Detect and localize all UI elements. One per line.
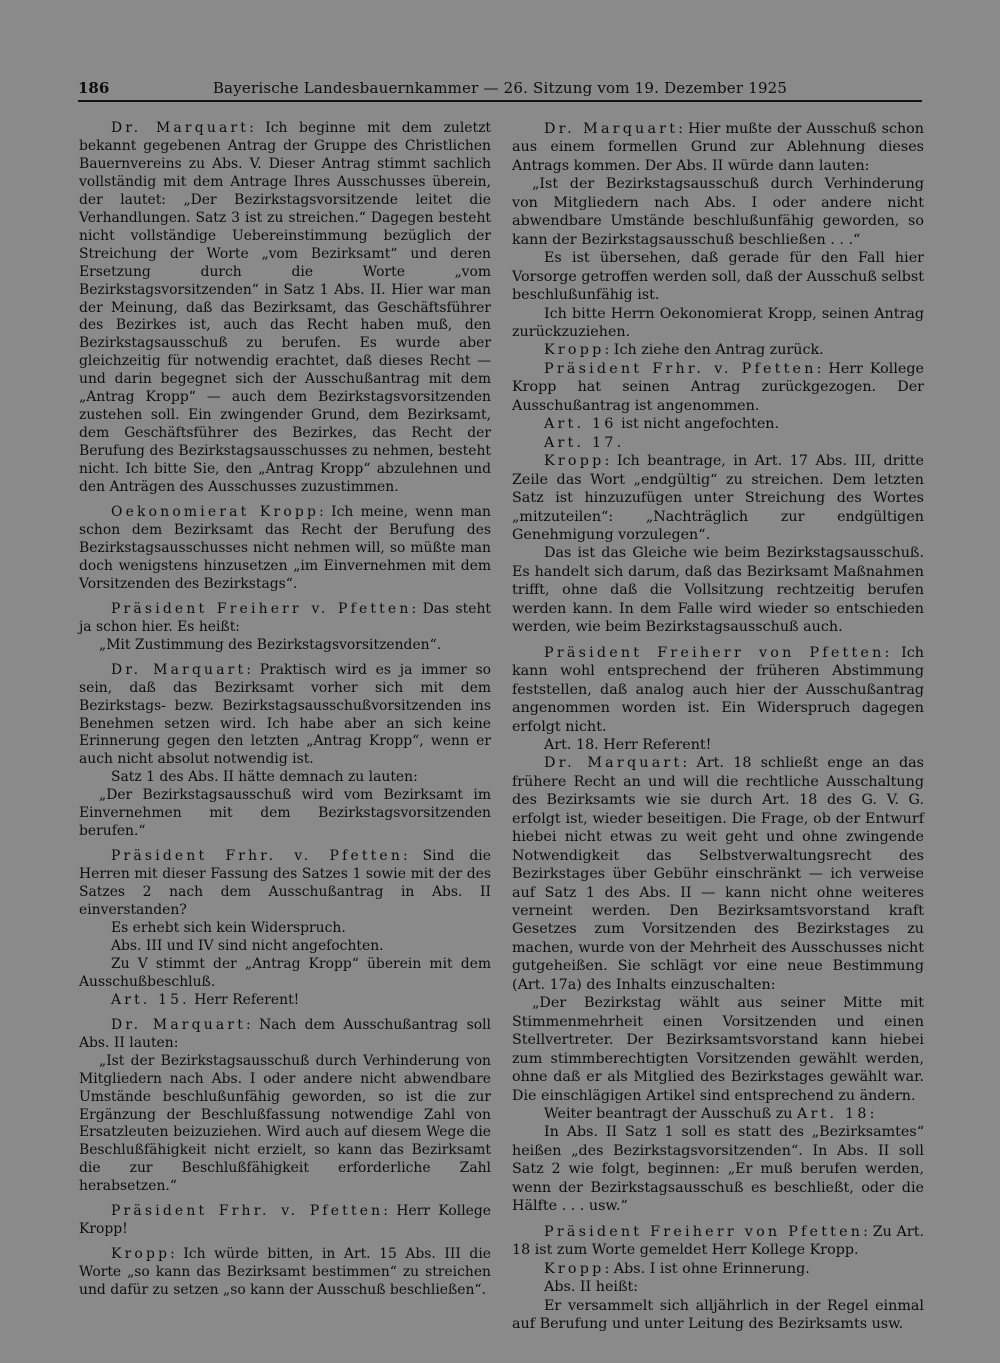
paragraph (79, 956, 491, 992)
paragraph (512, 544, 924, 636)
speaker-name: Dr. Marquart (544, 755, 683, 772)
left-column (79, 120, 491, 1300)
paragraph (79, 769, 491, 787)
speaker-name: Kropp (544, 342, 605, 359)
paragraph-text: „Mit Zustimmung des Bezirkstagsvorsitzenden“. (99, 636, 442, 653)
paragraph-text: In Abs. II Satz 1 soll es statt des „Bezirksamtes“ heißen „des Bezirkstagsvorsitzenden“. In Abs. II soll Satz 2 wie folgt, beginnen: „Er muß berufen werden, wenn der Bezirkstagsausschuß es beschließt, oder die Hälfte . . . usw.“ (512, 1124, 924, 1215)
page-header (78, 78, 922, 102)
paragraph-text: „Der Bezirkstag wählt aus seiner Mitte mit Stimmenmehrheit einen Vorsitzenden und einen Stellvertreter. Der Bezirksamtsvorstand kann hiebei zum stimmberechtigten Vorsitzenden gewählt werden, ohne daß er als Mitglied des Bezirkstages gewählt war. Die einschlägigen Artikel sind entsprechend zu ändern. (512, 995, 924, 1104)
speaker-name: Präsident Freiherr v. Pfetten (111, 600, 412, 617)
paragraph (512, 360, 924, 415)
paragraph (79, 1203, 491, 1239)
paragraph-text: : Praktisch wird es ja immer so sein, daß das Bezirksamt vorher sich mit dem Bezirkstags- bezw. Bezirkstagsausschußvorsitzenden ins Benehmen setzen wird. Ich habe aber an sich keine Erinnerung gegen den letzten „Antrag Kropp“, wenn er auch nicht absolut notwendig ist. (79, 661, 491, 768)
paragraph-text: ist nicht angefochten. (616, 416, 780, 433)
paragraph (512, 341, 924, 359)
right-column (512, 120, 924, 1333)
paragraph-text: : Ich beginne mit dem zuletzt bekannt gegebenen Antrag der Gruppe des Christlichen Bauernvereins zu Abs. V. Dieser Antrag stimmt sachlich vollständig mit dem Antrage Ihres Ausschusses überein, der lautet: „Der Bezirkstagsvorsitzende leitet die Verhandlungen. Satz 3 ist zu streichen.“ Dagegen besteht nicht vollständige Uebereinstimmung bezüglich der Streichung der Worte „vom Bezirksamt“ und deren Ersetzung durch die Worte „vom Bezirkstagsvorsitzenden“ in Satz 1 Abs. II. Hier war man der Meinung, daß das Bezirksamt, das Geschäftsführer des Bezirkes ist, auch das Recht haben muß, den Bezirkstagsausschuß zu berufen. Es wurde aber gleichzeitig für notwendig erachtet, daß dieses Recht — und darin begegnet sich der Ausschußantrag mit dem „Antrag Kropp“ — auch dem Bezirkstagsvorsitzenden zustehen soll. Ein zwingender Grund, dem Bezirksamt, dem Geschäftsführer des Bezirkes, das Recht der Berufung des Bezirkstagsausschusses zu nehmen, besteht nicht. Ich bitte Sie, den „Antrag Kropp“ abzulehnen und den Anträgen des Ausschusses zuzustimmen. (79, 120, 492, 496)
speaker-name: Art. 17. (544, 434, 625, 451)
paragraph-text: Er versammelt sich alljährlich in der Regel einmal auf Berufung und unter Leitung des Bezirksamts usw. (512, 1297, 924, 1332)
paragraph (512, 1278, 924, 1296)
paragraph-prefix: Weiter beantragt der Ausschuß zu (544, 1106, 798, 1123)
paragraph (512, 1105, 924, 1123)
paragraph (512, 305, 924, 342)
paragraph-text: : Ich meine, wenn man schon dem Bezirksamt das Recht der Berufung des Bezirkstagsausschusses nicht nehmen will, so müßte man doch wenigstens hinzusetzen „im Einvernehmen mit dem Vorsitzenden des Bezirkstags“. (79, 504, 492, 592)
paragraph (79, 504, 491, 594)
paragraph (512, 120, 924, 175)
paragraph-text: : Art. 18 schließt enge an das frühere Recht an und will die rechtliche Ausschaltung des Bezirksamts wie sie durch Art. 18 des G. V. G. erfolgt ist, wieder beseitigen. Die Frage, ob der Entwurf hiebei nicht etwas zu weit geht und ohne zwingende Notwendigkeit das Selbstverwaltungsrecht des Bezirkstages über Gebühr einschränkt — ich verweise auf Satz 1 des Abs. II — kann nicht ohne weiteres verneint werden. Den Bezirksamtsvorstand kraft Gesetzes zum Vorsitzenden des Bezirkstages zu machen, wurde von der Mehrheit des Ausschusses nicht gutgeheißen. Sie schlägt vor eine neue Bestimmung (Art. 17a) des Inhalts einzuschalten: (512, 755, 924, 993)
paragraph (512, 644, 924, 736)
paragraph-text: Art. 18. Herr Referent! (544, 736, 712, 753)
speaker-name: Kropp (544, 453, 605, 470)
speaker-name: Art. 18 (797, 1106, 870, 1123)
speaker-name: Dr. Marquart (111, 120, 250, 136)
paragraph-text: Abs. II heißt: (544, 1279, 639, 1296)
page-number: 186 (78, 79, 110, 97)
paragraph (512, 249, 924, 304)
paragraph-text: : Nach dem Ausschußantrag soll Abs. II lauten: (79, 1016, 491, 1051)
paragraph-text: Es ist übersehen, daß gerade für den Fall hier Vorsorge getroffen werden soll, daß der Ausschuß selbst beschlußunfähig ist. (512, 250, 924, 304)
paragraph-text: Herr Referent! (189, 991, 300, 1008)
paragraph-text: „Ist der Bezirkstagsausschuß durch Verhinderung von Mitgliedern nach Abs. I oder andere nicht abwendbare Umstände beschlußunfähig geworden, so ist die zur Ergänzung der Beschlußfassung notwendige Zahl von Ersatzleuten beizuziehen. Wird auch auf diesem Wege die Beschlußfähigkeit nicht erzielt, so kann das Bezirksamt die zur Beschlußfähigkeit erforderliche Zahl herabsetzen.“ (79, 1052, 491, 1195)
paragraph-text: „Der Bezirkstagsausschuß wird vom Bezirksamt im Einvernehmen mit dem Bezirkstagsvorsitzenden berufen.“ (79, 787, 491, 840)
paragraph (79, 1246, 491, 1300)
speaker-name: Präsident Frhr. v. Pfetten (111, 1203, 384, 1220)
paragraph-text: „Ist der Bezirkstagsausschuß durch Verhinderung von Mitgliedern nach Abs. I oder andere nicht abwendbare Umstände beschlußunfähig geworden, so kann der Bezirkstagsausschuß beschließen . . .“ (512, 176, 924, 248)
paragraph (79, 787, 491, 841)
paragraph-text: : Das steht ja schon hier. Es heißt: (79, 600, 491, 635)
speaker-name: Kropp (111, 1246, 171, 1263)
paragraph (79, 601, 491, 637)
speaker-name: Kropp (544, 1260, 605, 1277)
paragraph-text: : Hier mußte der Ausschuß schon aus einem formellen Grund zur Ablehnung dieses Antrags kommen. Der Abs. II würde dann lauten: (512, 121, 924, 174)
speaker-name: Präsident Freiherr von Pfetten (544, 1223, 864, 1240)
paragraph-text: Abs. III und IV sind nicht angefochten. (111, 937, 384, 954)
paragraph (512, 415, 924, 433)
paragraph (79, 938, 491, 956)
speaker-name: Oekonomierat Kropp (111, 504, 320, 521)
paragraph (79, 992, 491, 1010)
paragraph (79, 637, 491, 655)
speaker-name: Präsident Freiherr von Pfetten (544, 644, 885, 661)
paragraph (512, 1260, 924, 1278)
paragraph-text: Satz 1 des Abs. II hätte demnach zu lauten: (111, 769, 418, 786)
paragraph-text: Das ist das Gleiche wie beim Bezirkstagsausschuß. Es handelt sich darum, daß das Bezirksamt Maßnahmen trifft, ohne daß die Vollsitzung rechtzeitig berufen werden kann. In dem Falle wird wieder so entschieden werden, wie beim Bezirkstagsausschuß auch. (512, 545, 924, 636)
paragraph (512, 1297, 924, 1334)
paragraph-text: : Herr Kollege Kropp hat seinen Antrag zurückgezogen. Der Ausschußantrag ist angenommen. (512, 360, 924, 414)
paragraph-text: : Sind die Herren mit dieser Fassung des Satzes 1 sowie mit der des Satzes 2 nach dem Ausschußantrag in Abs. II einverstanden? (79, 848, 491, 919)
paragraph (79, 848, 491, 920)
paragraph-text: : Zu Art. 18 ist zum Worte gemeldet Herr Kollege Kropp. (512, 1223, 924, 1259)
paragraph-text: : Herr Kollege Kropp! (79, 1203, 491, 1238)
paragraph (512, 754, 924, 994)
speaker-name: Präsident Frhr. v. Pfetten (544, 360, 817, 377)
speaker-name: Art. 16 (544, 416, 617, 433)
paragraph (512, 994, 924, 1105)
paragraph-text: : Ich ziehe den Antrag zurück. (604, 342, 824, 359)
paragraph (79, 1053, 491, 1197)
paragraph (79, 1017, 491, 1053)
paragraph (512, 175, 924, 249)
paragraph (512, 1123, 924, 1215)
paragraph (79, 120, 491, 497)
paragraph-text: Es erhebt sich kein Widerspruch. (111, 919, 346, 936)
speaker-name: Präsident Frhr. v. Pfetten (111, 848, 403, 865)
paragraph-text: : Abs. I ist ohne Erinnerung. (604, 1260, 810, 1277)
speaker-name: Dr. Marquart (111, 661, 247, 678)
paragraph-text: : Ich beantrage, in Art. 17 Abs. III, dritte Zeile das Wort „endgültig“ zu streichen. Dem letzten Satz ist hinzuzufügen unter Streichung des Wortes „mitzuteilen“: „Nachträglich zur endgültigen Genehmigung vorzulegen“. (512, 453, 924, 543)
running-title: Bayerische Landesbauernkammer — 26. Sitzung vom 19. Dezember 1925 (212, 79, 788, 97)
paragraph (512, 736, 924, 754)
paragraph-text: : Ich kann wohl entsprechend der früheren Abstimmung feststellen, daß analog auch hier der Ausschußantrag angenommen worden ist. Ein Widerspruch dagegen erfolgt nicht. (512, 644, 924, 735)
paragraph (79, 662, 491, 770)
paragraph-text: Ich bitte Herrn Oekonomierat Kropp, seinen Antrag zurückzuziehen. (512, 305, 924, 340)
paragraph (512, 434, 924, 452)
paragraph (79, 920, 491, 938)
speaker-name: Art. 15. (111, 991, 190, 1008)
paragraph-text: Zu V stimmt der „Antrag Kropp“ überein mit dem Ausschußbeschluß. (79, 955, 491, 990)
paragraph (512, 1223, 924, 1260)
speaker-name: Dr. Marquart (111, 1016, 246, 1033)
paragraph-text: : (869, 1106, 875, 1123)
paragraph-text: : Ich würde bitten, in Art. 15 Abs. III die Worte „so kann das Bezirksamt bestimmen“ zu streichen und dafür zu setzen „so kann der Ausschuß beschließen“. (79, 1246, 491, 1299)
speaker-name: Dr. Marquart (544, 121, 679, 137)
paragraph (512, 452, 924, 544)
